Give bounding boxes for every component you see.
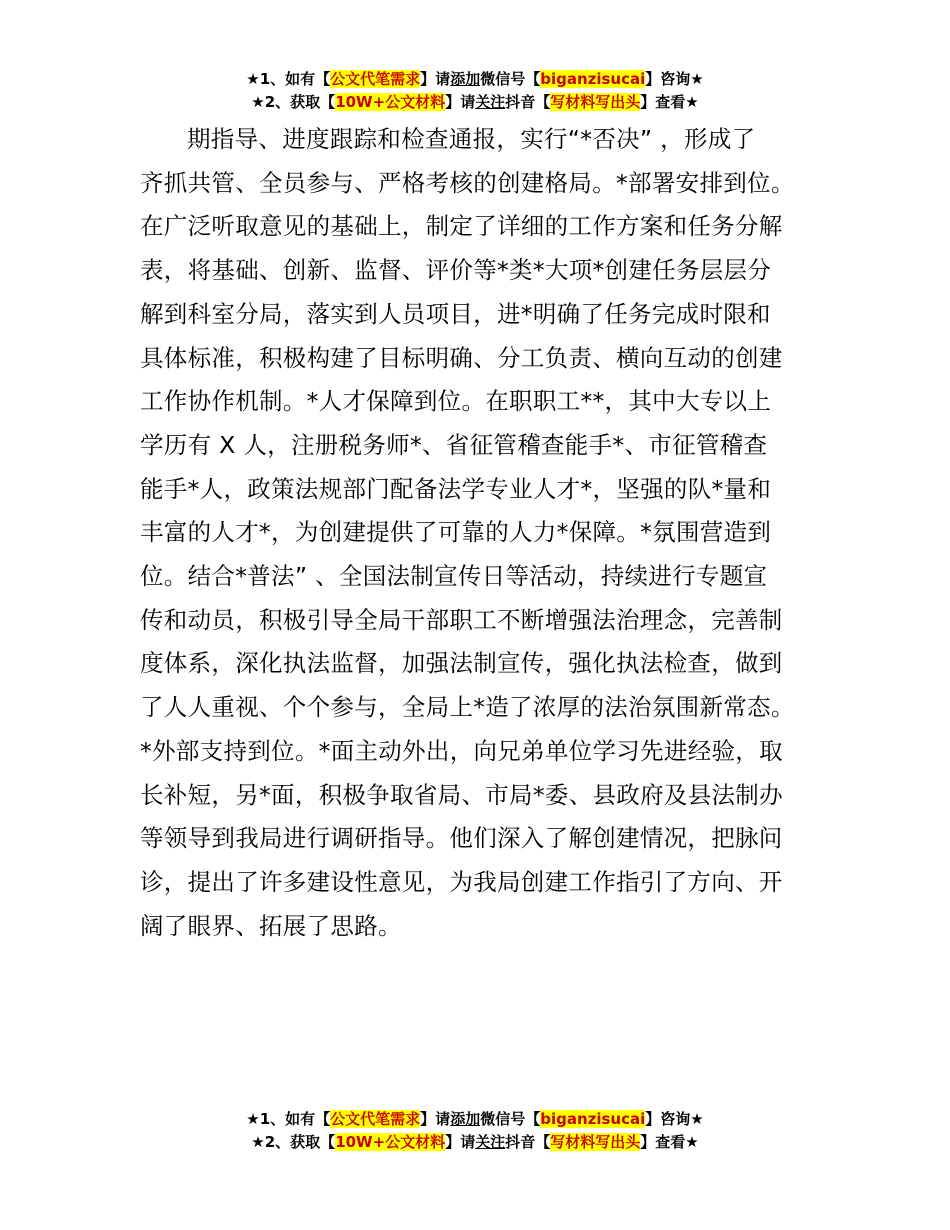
banner-emphasis: 添加	[450, 70, 481, 88]
service-highlight: 公文代笔需求	[330, 1110, 421, 1128]
banner-line-2	[0, 1131, 950, 1154]
body-line: 解到科室分局，落实到人员项目，进*明确了任务完成时限和	[140, 299, 771, 328]
materials-highlight: 10W+公文材料	[335, 93, 446, 111]
banner-emphasis: 关注	[475, 93, 506, 111]
body-line: 在广泛听取意见的基础上，制定了详细的工作方案和任务分解	[140, 212, 783, 241]
douyin-account-highlight: 写材料写出头	[550, 1133, 641, 1151]
body-line: 具体标准，积极构建了目标明确、分工负责、横向互动的创建	[140, 343, 783, 372]
banner-prefix: ★1、如有【	[246, 70, 331, 88]
banner-suffix: 】咨询★	[645, 70, 704, 88]
body-line: 表，将基础、创新、监督、评价等*类*大项*创建任务层层分	[140, 256, 772, 285]
materials-highlight: 10W+公文材料	[335, 1133, 446, 1151]
body-line: 度体系，深化执法监督，加强法制宣传，强化执法检查，做到	[140, 649, 783, 678]
footer-banner	[0, 1108, 950, 1154]
banner-suffix: 】查看★	[640, 93, 699, 111]
banner-text: 微信号【	[480, 70, 541, 88]
banner-prefix: ★2、获取【	[251, 1133, 336, 1151]
body-line: 位。结合*普法” 、全国法制宣传日等活动，持续进行专题宣	[140, 562, 768, 591]
banner-prefix: ★1、如有【	[246, 1110, 331, 1128]
body-line: 期指导、进度跟踪和检查通报，实行“*否决” ，形成了	[187, 125, 756, 153]
body-line: 等领导到我局进行调研指导。他们深入了解创建情况，把脉问	[140, 824, 783, 853]
banner-emphasis: 添加	[450, 1110, 481, 1128]
service-highlight: 公文代笔需求	[330, 70, 421, 88]
body-line: 学历有 X 人，注册税务师*、省征管稽查能手*、市征管稽查	[140, 430, 768, 459]
banner-text: 】请	[420, 70, 451, 88]
banner-prefix: ★2、获取【	[251, 93, 336, 111]
body-line: 丰富的人才*，为创建提供了可靠的人力*保障。*氛围营造到	[140, 518, 772, 547]
banner-suffix: 】咨询★	[645, 1110, 704, 1128]
body-line: 能手*人，政策法规部门配备法学专业人才*，坚强的队*量和	[140, 474, 772, 503]
banner-text: 抖音【	[505, 1133, 551, 1151]
banner-text: 】请	[445, 1133, 476, 1151]
body-line: 工作协作机制。*人才保障到位。在职职工**，其中大专以上	[140, 387, 772, 416]
wechat-id-highlight: biganzisucai	[540, 1110, 646, 1128]
banner-text: 微信号【	[480, 1110, 541, 1128]
banner-text: 抖音【	[505, 93, 551, 111]
banner-suffix: 】查看★	[640, 1133, 699, 1151]
banner-emphasis: 关注	[475, 1133, 506, 1151]
body-line: 齐抓共管、全员参与、严格考核的创建格局。*部署安排到位。	[140, 168, 795, 197]
wechat-id-highlight: biganzisucai	[540, 70, 646, 88]
banner-line-2	[0, 91, 950, 114]
douyin-account-highlight: 写材料写出头	[550, 93, 641, 111]
body-line: 了人人重视、个个参与，全局上*造了浓厚的法治氛围新常态。	[140, 693, 795, 722]
body-line: 诊，提出了许多建设性意见，为我局创建工作指引了方向、开	[140, 867, 783, 896]
banner-line-1	[0, 68, 950, 91]
body-text	[140, 118, 830, 948]
banner-line-1	[0, 1108, 950, 1131]
header-banner	[0, 68, 950, 114]
banner-text: 】请	[420, 1110, 451, 1128]
body-line: 阔了眼界、拓展了思路。	[140, 911, 402, 940]
body-line: 传和动员，积极引导全局干部职工不断增强法治理念，完善制	[140, 605, 783, 634]
body-line: *外部支持到位。*面主动外出，向兄弟单位学习先进经验，取	[140, 736, 783, 765]
body-line: 长补短，另*面，积极争取省局、市局*委、县政府及县法制办	[140, 780, 783, 809]
banner-text: 】请	[445, 93, 476, 111]
